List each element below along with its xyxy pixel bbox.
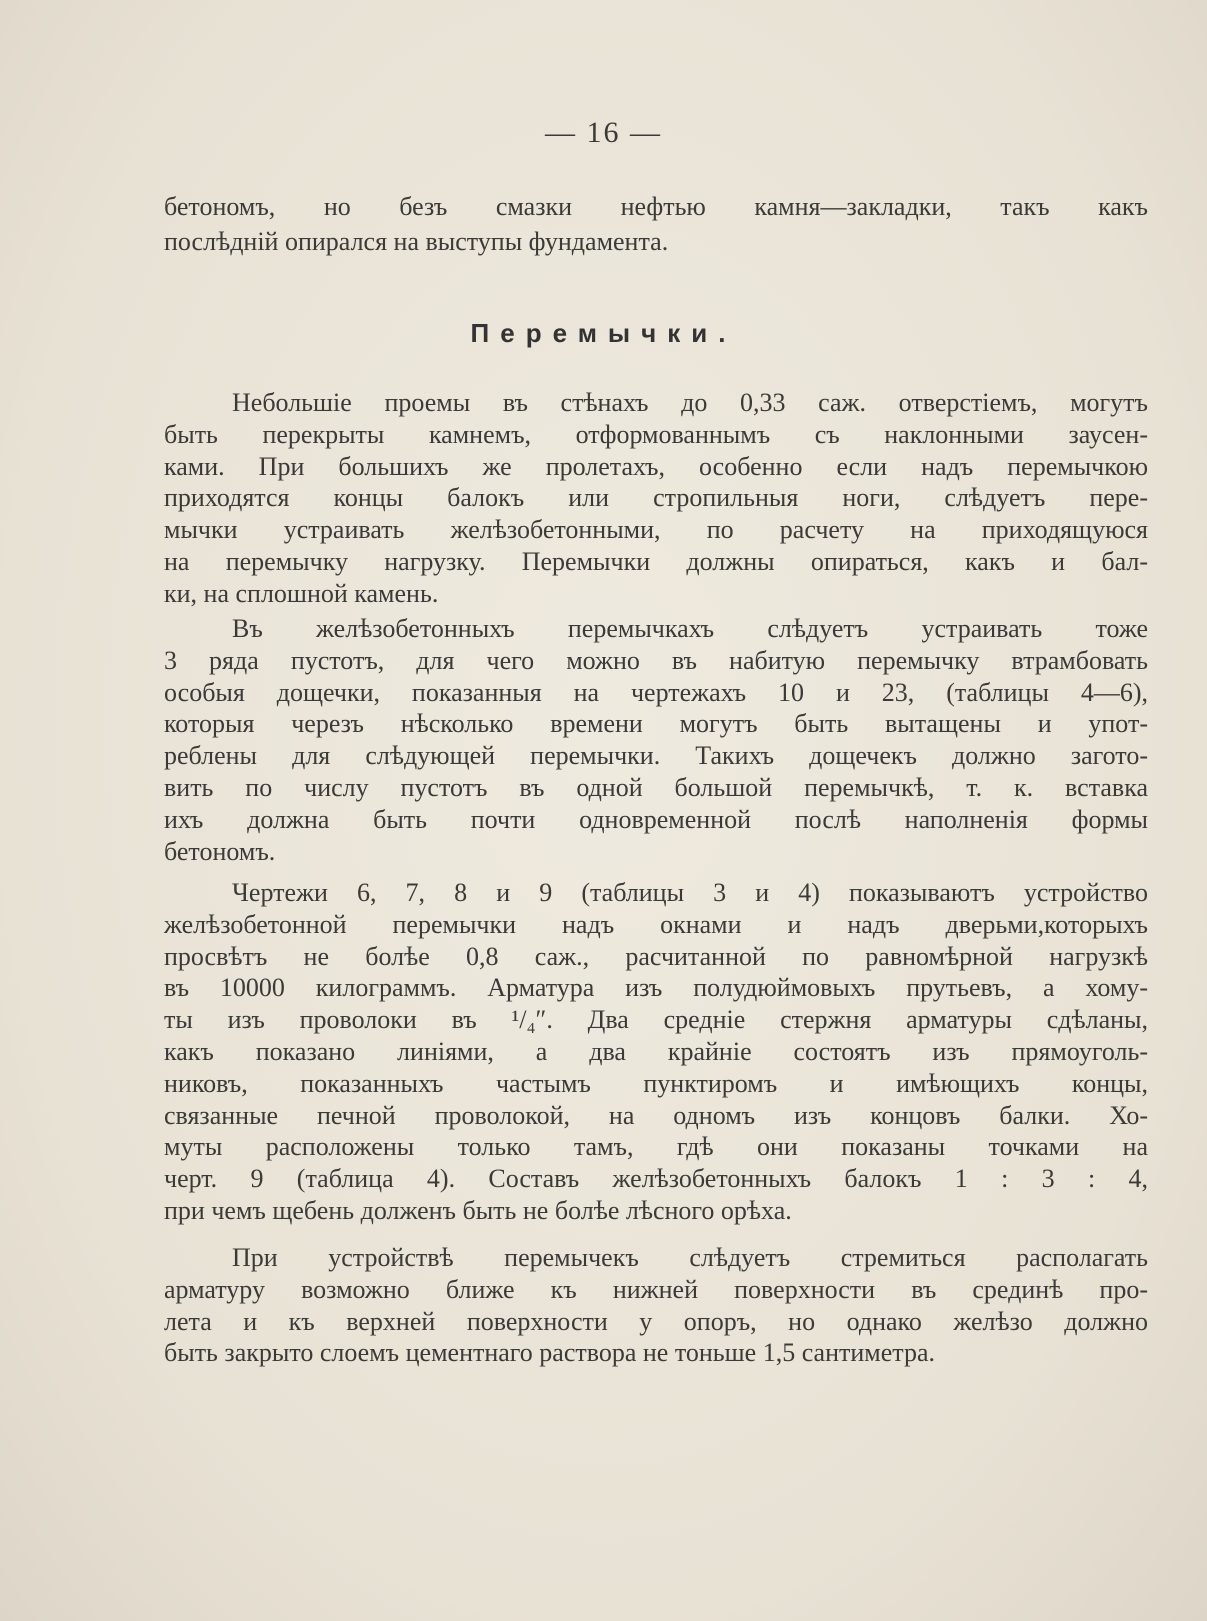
text-line: просвѣтъ не болѣе 0,8 саж., расчитанной по равномѣрной нагрузкѣ [164,941,1148,971]
text-line: лета и къ верхней поверхности у опоръ, но однако желѣзо должно [164,1306,1148,1336]
paragraph [164,387,1148,610]
paragraph [164,613,1148,867]
text-line: ихъ должна быть почти одновременной послѣ наполненiя формы [164,804,1148,834]
text-line: приходятся концы балокъ или стропильныя ноги, слѣдуетъ пере- [164,483,1148,513]
text-line: 3 ряда пустотъ, для чего можно въ набитую перемычку втрамбовать [164,645,1148,675]
text-line: какъ показано линiями, а два крайнiе состоятъ изъ прямоуголь- [164,1036,1148,1066]
text-line: быть закрыто слоемъ цементнаго раствора не тоньше 1,5 сантиметра. [164,1338,935,1368]
text-line: на перемычку нагрузку. Перемычки должны опираться, какъ и бал- [164,546,1148,576]
text-line: въ 10000 килограммъ. Арматура изъ полудюймовыхъ прутьевъ, а хому- [164,973,1148,1003]
paragraph [164,1242,1148,1369]
text-line: ки, на сплошной камень. [164,578,439,608]
text-line: связанные печной проволокой, на одномъ изъ концовъ балки. Хо- [164,1100,1148,1130]
text-line: особыя дощечки, показанныя на чертежахъ 10 и 23, (таблицы 4—6), [164,677,1148,707]
text-line: реблены для слѣдующей перемычки. Такихъ дощечекъ должно загото- [164,741,1148,771]
text-line: При устройствѣ перемычекъ слѣдуетъ стремиться располагать [232,1243,1148,1272]
paragraph-continuation [164,189,1148,259]
text-line: желѣзобетонной перемычки надъ окнами и надъ дверьми,которыхъ [164,909,1148,939]
page-number: — 16 — [545,116,662,149]
text-line: бетономъ, но безъ смазки нефтью камня—закладки, такъ какъ [164,192,1148,221]
section-heading: Перемычки. [470,318,737,348]
text-line: быть перекрыты камнемъ, отформованнымъ съ наклонными заусен- [164,419,1148,449]
text-line: послѣднiй опирался на выступы фундамента. [164,227,669,256]
paragraph [164,877,1148,1227]
text-line: черт. 9 (таблица 4). Составъ желѣзобетонныхъ балокъ 1 : 3 : 4, [164,1164,1148,1194]
text-line: ты изъ проволоки въ ¹/₄″. Два среднiе стержня арматуры сдѣланы, [164,1005,1148,1035]
text-line: мычки устраивать желѣзобетонными, по расчету на приходящуюся [164,515,1148,545]
text-line: вить по числу пустотъ въ одной большой перемычкѣ, т. к. вставка [164,772,1148,802]
text-line: Въ желѣзобетонныхъ перемычкахъ слѣдуетъ устраивать тоже [232,614,1148,643]
text-line: которыя черезъ нѣсколько времени могутъ быть вытащены и упот- [164,709,1148,739]
text-line: арматуру возможно ближе къ нижней поверхности въ срединѣ про- [164,1274,1148,1304]
text-line: Небольшiе проемы въ стѣнахъ до 0,33 саж. отверстiемъ, могутъ [232,388,1148,417]
text-line: Чертежи 6, 7, 8 и 9 (таблицы 3 и 4) показываютъ устройство [232,878,1148,907]
text-line: при чемъ щебень долженъ быть не болѣе лѣсного орѣха. [164,1195,792,1225]
text-line: муты расположены только тамъ, гдѣ они показаны точками на [164,1132,1148,1162]
text-line: бетономъ. [164,836,276,866]
text-line: никовъ, показанныхъ частымъ пунктиромъ и имѣющихъ концы, [164,1068,1148,1098]
text-line: ками. При большихъ же пролетахъ, особенно если надъ перемычкою [164,451,1148,481]
